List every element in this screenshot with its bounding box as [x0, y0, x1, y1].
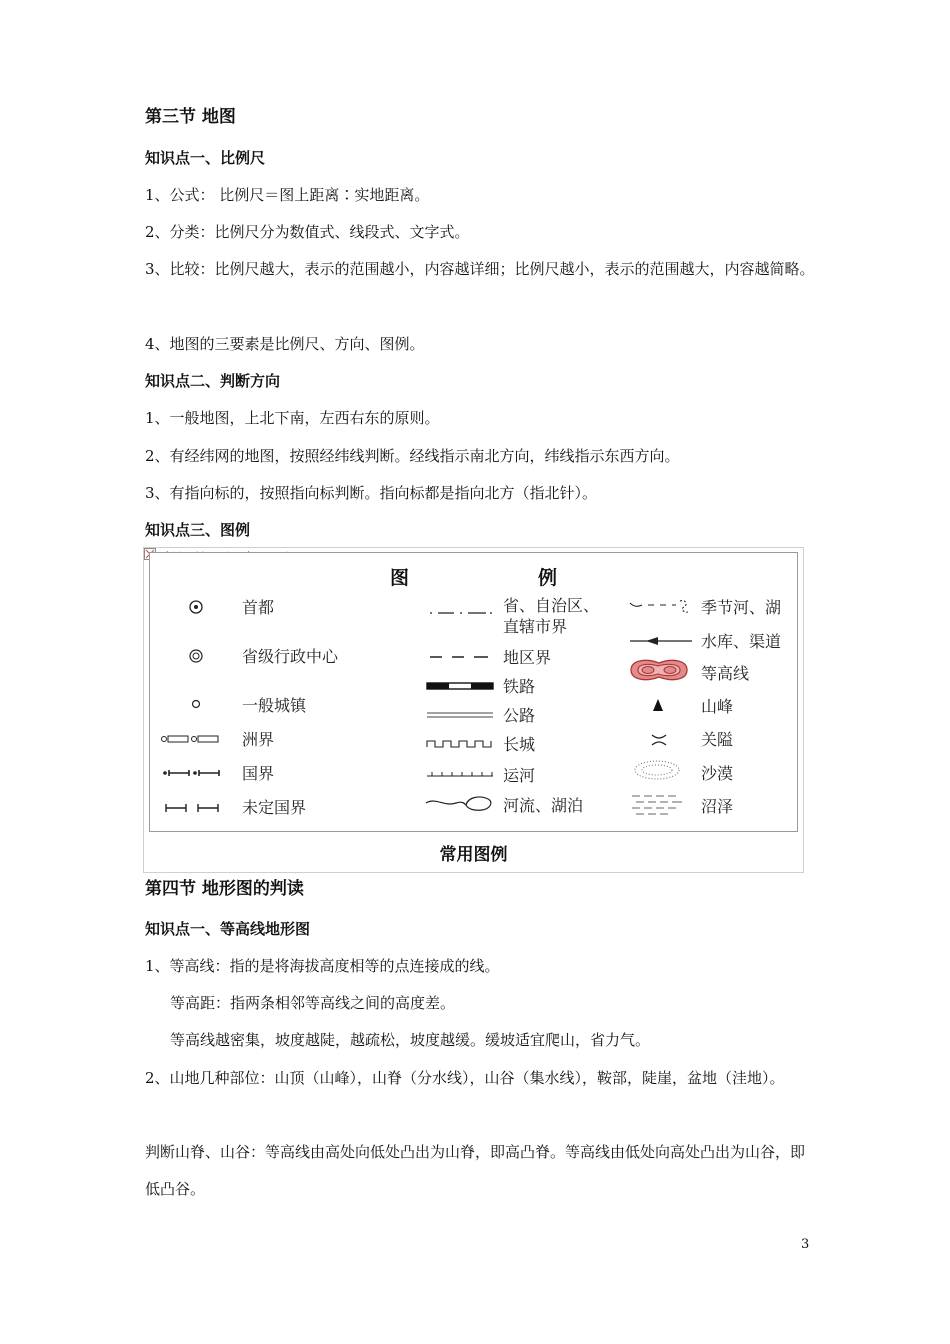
legend-label-great-wall: 长城: [503, 735, 536, 754]
kp1-heading: 知识点一、比例尺: [145, 149, 266, 167]
kp2-item-1: 1、一般地图，上北下南，左西右东的原则。: [145, 409, 440, 427]
peak-icon: [652, 698, 664, 712]
kp1-item-1: 1、公式： 比例尺＝图上距离∶实地距离。: [145, 186, 430, 204]
river-lake-icon: [424, 793, 496, 815]
pass-icon: [650, 733, 668, 747]
legend-figure: [143, 547, 804, 873]
legend-label-continent-boundary: 洲界: [242, 730, 275, 749]
great-wall-icon: [426, 739, 496, 749]
kp2-item-2: 2、有经纬网的地图，按照经纬线判断。经线指示南北方向，纬线指示东西方向。: [145, 447, 680, 465]
legend-title-left: 图: [390, 567, 410, 589]
legend-label-capital: 首都: [242, 598, 275, 617]
legend-label-undetermined-boundary: 未定国界: [242, 798, 307, 817]
legend-label-seasonal-river: 季节河、湖: [701, 598, 782, 617]
national-boundary-icon: [162, 767, 226, 779]
seasonal-river-icon: [628, 597, 694, 617]
legend-title-right: 例: [538, 567, 558, 589]
legend-label-desert: 沙漠: [701, 764, 734, 783]
page-number: 3: [801, 1237, 810, 1252]
reservoir-channel-icon: [628, 635, 694, 647]
capital-icon: [188, 599, 204, 615]
s4-kp1-item-2: 等高距：指两条相邻等高线之间的高度差。: [170, 994, 456, 1012]
s4-kp1-item-3: 等高线越密集，坡度越陡，越疏松，坡度越缓。缓坡适宜爬山，省力气。: [170, 1031, 651, 1049]
kp2-item-3: 3、有指向标的，按照指向标判断。指向标都是指向北方（指北针）。: [145, 484, 598, 502]
legend-label-river-lake: 河流、湖泊: [503, 796, 584, 815]
kp1-item-2: 2、分类：比例尺分为数值式、线段式、文字式。: [145, 223, 470, 241]
legend-label-national-boundary: 国界: [242, 764, 275, 783]
legend-caption: 常用图例: [439, 845, 508, 865]
continent-boundary-icon: [160, 733, 226, 745]
provincial-boundary-icon: [428, 609, 494, 617]
s4-kp1-item-4: 2、山地几种部位：山顶（山峰），山脊（分水线），山谷（集水线），鞍部，陡崖，盆地（洼地）。: [145, 1069, 785, 1087]
legend-label-highway: 公路: [503, 706, 536, 725]
s4-kp1-heading: 知识点一、等高线地形图: [145, 920, 311, 938]
desert-icon: [632, 759, 682, 781]
legend-label-provincial-boundary: 省、自治区、: [503, 596, 600, 615]
canal-icon: [426, 769, 496, 779]
legend-label-peak: 山峰: [701, 697, 734, 716]
legend-label-district-boundary: 地区界: [503, 648, 552, 667]
kp1-item-4: 4、地图的三要素是比例尺、方向、图例。: [145, 335, 425, 353]
legend-label-contour: 等高线: [701, 664, 750, 683]
provincial-center-icon: [188, 648, 204, 664]
s4-kp1-item-1: 1、等高线：指的是将海拔高度相等的点连接成的线。: [145, 957, 500, 975]
section4-title: 第四节 地形图的判读: [145, 879, 304, 899]
district-boundary-icon: [428, 654, 494, 660]
undetermined-boundary-icon: [164, 802, 228, 814]
legend-label-canal: 运河: [503, 766, 536, 785]
kp1-item-3: 3、比较：比例尺越大，表示的范围越小，内容越详细；比例尺越小，表示的范围越大，内容越简略。: [145, 260, 815, 278]
kp2-heading: 知识点二、判断方向: [145, 372, 281, 390]
legend-label-provincial-boundary-2: 直辖市界: [503, 617, 568, 636]
legend-panel: [149, 552, 798, 832]
legend-label-pass: 关隘: [701, 730, 734, 749]
legend-label-town: 一般城镇: [242, 696, 307, 715]
highway-icon: [426, 711, 496, 719]
railway-icon: [426, 681, 496, 691]
legend-label-provincial-center: 省级行政中心: [242, 647, 339, 666]
contour-icon: [628, 655, 690, 685]
marsh-icon: [630, 793, 686, 817]
town-icon: [190, 698, 202, 710]
legend-label-reservoir-channel: 水库、渠道: [701, 632, 782, 651]
legend-label-railway: 铁路: [503, 677, 536, 696]
section3-title: 第三节 地图: [145, 107, 236, 127]
s4-kp1-item-5: 判断山脊、山谷：等高线由高处向低处凸出为山脊，即高凸脊。等高线由低处向高处凸出为山谷，即低凸谷。: [145, 1143, 806, 1198]
kp3-heading: 知识点三、图例: [145, 521, 251, 539]
legend-label-marsh: 沼泽: [701, 797, 734, 816]
